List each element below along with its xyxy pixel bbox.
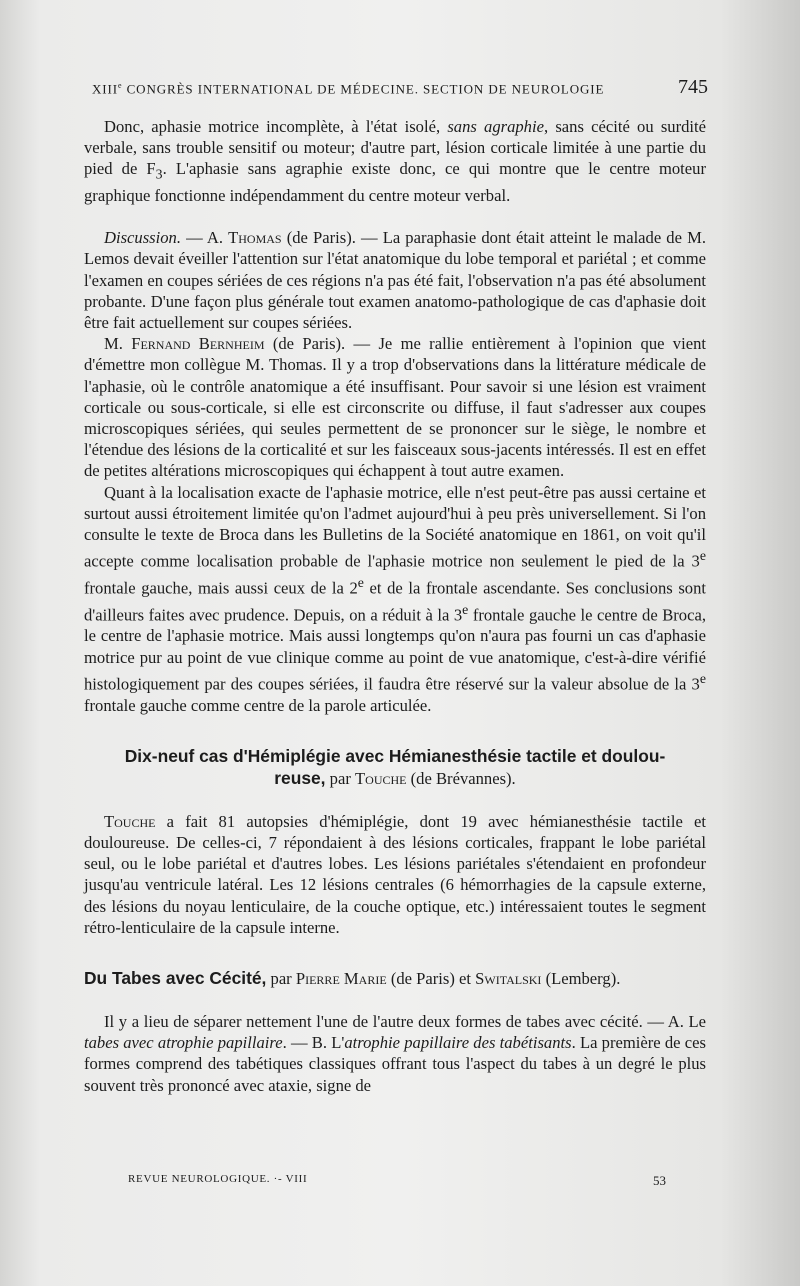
page-header bbox=[92, 76, 708, 99]
page-body bbox=[84, 116, 706, 1096]
running-head: XIIIe CONGRÈS INTERNATIONAL DE MÉDECINE. SECTION DE NEUROLOGIE bbox=[92, 80, 605, 96]
page-number: 745 bbox=[678, 76, 708, 98]
paragraph-tabes-cecite: Il y a lieu de séparer nettement l'une de l'autre deux formes de tabes avec cécité. — A. Le tabes avec atrophie papillaire. — B. L'atrophie papillaire des tabétisants. La première de ces formes comprend des tabétiques classiques offrant tous l'aspect du tabes à un degré le plus souvent très prononcé avec ataxie, signe de bbox=[84, 1011, 706, 1095]
signature-number: 53 bbox=[653, 1173, 666, 1188]
section-title-hemiplegie: Dix-neuf cas d'Hémiplégie avec Hémianesthésie tactile et doulou- reuse, par Touche (de Brévannes). bbox=[124, 745, 666, 788]
paragraph-discussion-thomas: Discussion. — A. Thomas (de Paris). — La paraphasie dont était atteint le malade de M. Lemos devait éveiller l'attention sur l'état anatomique du lobe temporal et pariétal ; et comme l'examen en coupes sériées de ces régions n'a pas été fait, l'observation n'a pas été absolument probante. D'une façon plus générale tout examen anatomo-pathologique de cas d'aphasie doit être fait actuellement sur coupes sériées. bbox=[84, 228, 707, 332]
paragraph-localisation: Quant à la localisation exacte de l'aphasie motrice, elle n'est peut-être pas aussi certaine et surtout aussi étroitement limitée qu'on l'admet aujourd'hui à peu près universellement. Si l'on consulte le texte de Broca dans les Bulletins de la Société anatomique en 1861, on voit qu'il accepte comme localisation probable de l'aphasie motrice non seulement le pied de la 3e frontale gauche, mais aussi ceux de la 2e et de la frontale ascendante. Ses conclusions sont d'ailleurs faites avec prudence. Depuis, on a réduit à la 3e frontale gauche le centre de Broca, le centre de l'aphasie motrice. Mais aussi longtemps qu'on n'aura pas fourni un cas d'aphasie motrice pur au point de vue clinique comme au point de vue anatomique, c'est-à-dire vérifié histologiquement par des coupes sériées, il faudra être réservé sur la valeur absolue de la 3e frontale gauche comme centre de la parole articulée. bbox=[84, 482, 706, 715]
paragraph-conclusion: Donc, aphasie motrice incomplète, à l'état isolé, sans agraphie, sans cécité ou surdité verbale, sans trouble sensitif ou moteur; d'autre part, lésion corticale limitée à une partie du pied de $F_3$. L'aphasie sans agraphie existe donc, ce qui montre que le centre moteur graphique fonctionne indépendamment du centre moteur verbal. bbox=[84, 117, 706, 205]
journal-name: REVUE NEUROLOGIQUE. ·- VIII bbox=[128, 1173, 308, 1185]
paragraph-bernheim: M. Fernand Bernheim (de Paris). — Je me rallie entièrement à l'opinion que vient d'émettre mon collègue M. Thomas. Il y a trop d'observations dans la littérature médicale de l'aphasie, où le contrôle anatomique a été insuffisant. Pour savoir si une lésion est vraiment corticale ou sous-corticale, si elle est circonscrite ou diffuse, il faut s'adresser aux coupes microscopiques sériées, qui seules permettent de se prononcer sur le siège, le nombre et l'étendue des lésions de la corticalité et sur les faisceaux sous-jacents intéressés. Il est en effet de petites altérations microscopiques qui échappent à tout autre examen. bbox=[84, 334, 706, 481]
paragraph-touche: Touche a fait 81 autopsies d'hémiplégie, dont 19 avec hémianesthésie tactile et douloureuse. De celles-ci, 7 répondaient à des lésions corticales, frappant le lobe pariétal seul, ou le lobe pariétal et d'autres lobes. Les lésions pariétales s'étendaient en profondeur jusqu'au ventricule latéral. Les 12 lésions centrales (6 hémorrhagies de la capsule externe, des lésions du noyau lenticulaire, de la couche optique, etc.) intéressaient toutes le segment rétro-lenticulaire de la capsule interne. bbox=[84, 811, 706, 937]
section-title-tabes: Du Tabes avec Cécité, par Pierre Marie (de Paris) et Switalski (Lemberg). bbox=[84, 967, 621, 988]
page-footer bbox=[128, 1173, 666, 1189]
